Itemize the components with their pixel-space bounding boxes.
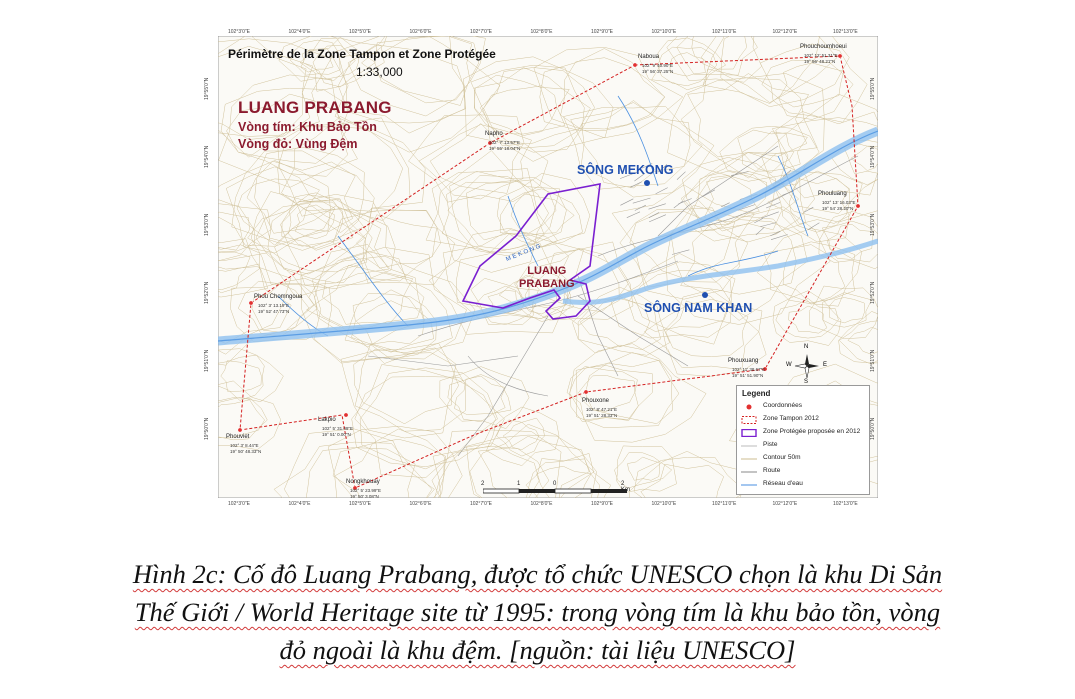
legend-item-label: Coordonnées [763, 402, 803, 409]
caption-line-1: Hình 2c: Cố đô Luang Prabang, được tổ chức UNESCO chọn là khu Di Sản [132, 559, 943, 589]
map-scale: 1:33,000 [356, 65, 403, 79]
graticule-side-label: 19°52'0"N [870, 281, 876, 304]
graticule-bottom-label: 102°11'0"E [712, 501, 737, 507]
point-name: Napho [485, 131, 503, 137]
coordinate-point-icon [238, 428, 242, 432]
caption-line-3: đỏ ngoài là khu đệm. [nguồn: tài liệu UNESCO] [279, 635, 796, 665]
graticule-side-label: 19°55'0"N [204, 77, 210, 100]
graticule-top-label: 102°6'0"E [409, 29, 432, 35]
coordinate-point-icon [838, 54, 842, 58]
legend-item [741, 466, 869, 478]
namkhan-river-label: SÔNG NAM KHAN [644, 301, 753, 315]
point-coordinate: 102° 9' 40.90"E 19° 56' 37.25"N [642, 63, 674, 74]
point-name: Lakpio [318, 417, 336, 423]
caption-line-2: Thế Giới / World Heritage site từ 1995: trong vòng tím là khu bảo tồn, vòng [134, 597, 941, 627]
legend-item-label: Réseau d'eau [763, 480, 803, 487]
coordinate-point-icon [344, 413, 348, 417]
track-line-icon [741, 442, 757, 450]
graticule-bottom-label: 102°9'0"E [591, 501, 613, 507]
legend-item-label: Contour 50m [763, 454, 801, 461]
coordinate-point-icon [249, 301, 253, 305]
graticule-top-label: 102°12'0"E [772, 29, 798, 35]
map-title: Périmètre de la Zone Tampon et Zone Protégée [228, 47, 496, 61]
contour-line-icon [741, 455, 757, 463]
purple-ring-note: Vòng tím: Khu Bảo Tồn [238, 120, 377, 134]
red-ring-note: Vòng đỏ: Vùng Đệm [238, 137, 358, 151]
legend-item-label: Piste [763, 441, 778, 448]
graticule-bottom-label: 102°3'0"E [228, 501, 250, 507]
legend-item [741, 453, 869, 465]
graticule-top-label: 102°5'0"E [349, 29, 371, 35]
point-name: Phouxuang [728, 358, 759, 364]
graticule-top-label: 102°11'0"E [712, 29, 737, 35]
point-coordinate: 102° 8' 47.21"E 19° 51' 28.33"N [586, 407, 618, 418]
point-name: Phouxone [582, 398, 610, 404]
graticule-side-label: 19°53'0"N [204, 213, 210, 236]
graticule-side-label: 19°53'0"N [870, 213, 876, 236]
scale-label-0: 0 [553, 481, 557, 487]
water-line-icon [741, 481, 757, 489]
point-name: Phouviet [226, 434, 250, 440]
graticule-bottom-label: 102°6'0"E [409, 501, 432, 507]
legend-item [741, 427, 869, 439]
point-name: Phouchoumhoeui [800, 44, 847, 50]
graticule-bottom-label: 102°4'0"E [288, 501, 311, 507]
graticule-side-label: 19°55'0"N [870, 77, 876, 100]
point-name: Phouluang [818, 191, 847, 197]
graticule-bottom-label: 102°8'0"E [530, 501, 553, 507]
graticule-bottom-label: 102°12'0"E [772, 501, 798, 507]
scale-label-1: 1 [517, 481, 521, 487]
city-label-line-1: LUANG [527, 265, 567, 277]
mekong-small-label: MEKONG [505, 242, 544, 264]
scale-label-2: 2 [481, 481, 485, 487]
graticule-side-label: 19°50'0"N [870, 417, 876, 440]
compass-w: W [786, 362, 792, 368]
point-coordinate: 102° 12' 51.31"E 19° 56' 48.21"N [804, 53, 838, 64]
graticule-side-label: 19°54'0"N [204, 145, 210, 168]
compass-rose-icon [786, 344, 828, 385]
figure-caption [0, 555, 1075, 669]
graticule-bottom-label: 102°7'0"E [470, 501, 492, 507]
city-label-line-2: PRABANG [519, 278, 575, 290]
graticule-side-label: 19°50'0"N [204, 417, 210, 440]
legend-item-label: Zone Tampon 2012 [763, 415, 819, 422]
graticule-side-label: 19°54'0"N [870, 145, 876, 168]
graticule-side-label: 19°51'0"N [204, 349, 210, 372]
graticule-top-label: 102°8'0"E [530, 29, 553, 35]
graticule-top-label: 102°9'0"E [591, 29, 613, 35]
compass-e: E [823, 362, 828, 368]
point-coordinate: 102° 13' 16.03"E 19° 54' 28.20"N [822, 200, 856, 211]
legend-item [741, 401, 869, 413]
city-center-label [519, 265, 575, 291]
river-marker-icon [702, 292, 708, 298]
point-coordinate: 102° 7' 13.57"E 19° 55' 18.04"N [489, 140, 521, 151]
legend-item [741, 414, 869, 426]
legend-item-label: Zone Protégée proposée en 2012 [763, 428, 861, 435]
legend-item [741, 440, 869, 452]
point-name: Naboua [638, 54, 660, 60]
point-name: Nongkhouay [346, 479, 380, 485]
point-coordinate: 102° 3' 8.44"E 19° 50' 48.33"N [230, 443, 262, 454]
graticule-bottom-label: 102°10'0"E [651, 501, 677, 507]
compass-s: S [804, 379, 809, 385]
point-coordinate: 102° 11' 38.67"E 19° 51' 51.90"N [732, 367, 766, 378]
point-coordinate: 102° 5' 31.09"E 19° 51' 0.00"N [322, 426, 354, 437]
graticule-top-label: 102°4'0"E [288, 29, 311, 35]
legend-heading: Legend [742, 389, 771, 398]
graticule-top-label: 102°13'0"E [833, 29, 858, 35]
graticule-top-label: 102°7'0"E [470, 29, 492, 35]
graticule-bottom-label: 102°5'0"E [349, 501, 371, 507]
coordinate-point-icon [633, 63, 637, 67]
scale-label-km: 2 Km [621, 481, 630, 493]
dashed-red-polygon-icon [741, 416, 757, 424]
road-line-icon [741, 468, 757, 476]
purple-polygon-icon [741, 429, 757, 437]
graticule-top-label: 102°3'0"E [228, 29, 250, 35]
mekong-river-label: SÔNG MEKONG [577, 163, 674, 177]
coordinate-point-icon [584, 390, 588, 394]
map-legend [736, 385, 870, 495]
legend-item [741, 479, 869, 491]
city-title: LUANG PRABANG [238, 98, 392, 117]
point-coordinate: 102° 5' 23.99"E 19° 50' 3.08"N [350, 488, 382, 499]
coordinate-point-icon [856, 204, 860, 208]
compass-n: N [804, 344, 809, 350]
graticule-side-label: 19°52'0"N [204, 281, 210, 304]
legend-item-label: Route [763, 467, 781, 474]
point-name: Phou Chomngoua [254, 294, 303, 300]
point-icon [741, 403, 757, 411]
graticule-side-label: 19°51'0"N [870, 349, 876, 372]
graticule-bottom-label: 102°13'0"E [833, 501, 858, 507]
point-coordinate: 102° 3' 13.19"E 19° 52' 47.73"N [258, 303, 290, 314]
graticule-top-label: 102°10'0"E [651, 29, 677, 35]
river-marker-icon [644, 180, 650, 186]
